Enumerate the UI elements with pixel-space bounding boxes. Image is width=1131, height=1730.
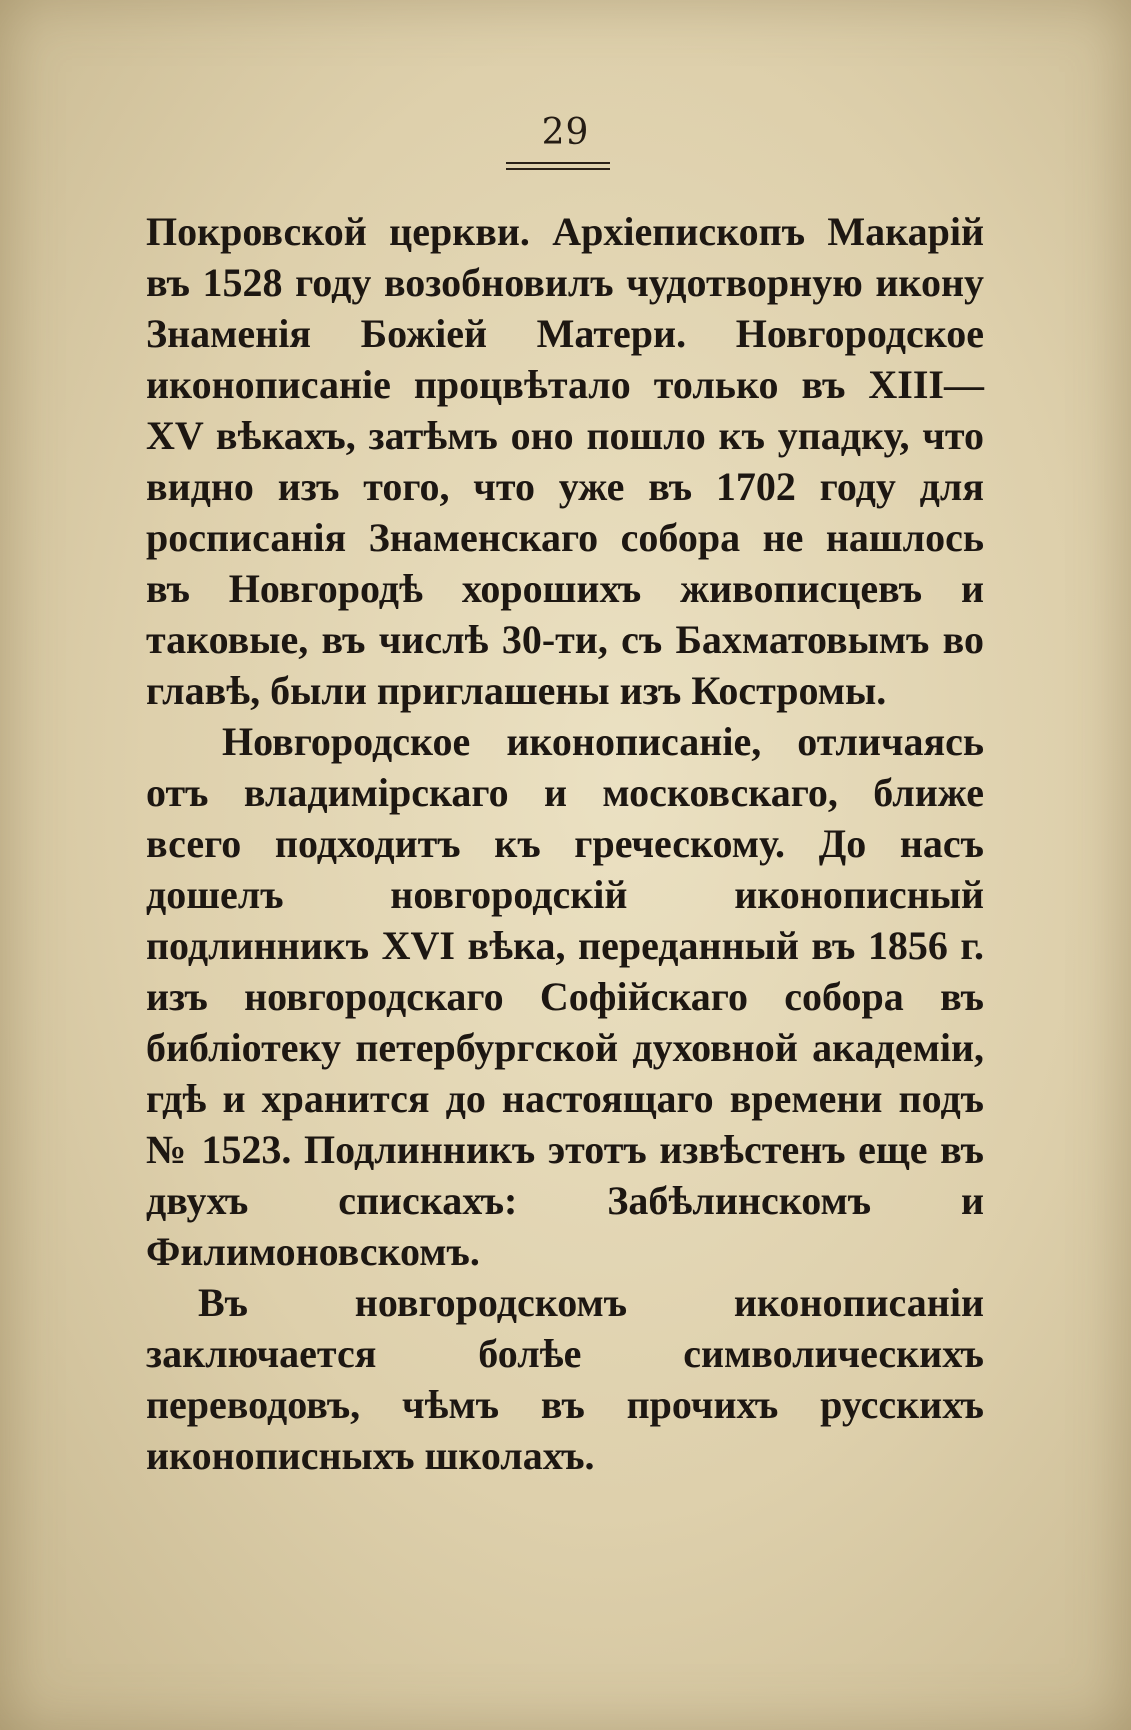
paragraph-3: Въ новгородскомъ иконописаніи заключается болѣе символическихъ переводовъ, чѣмъ въ прочихъ русскихъ иконописныхъ школахъ.: [146, 1280, 984, 1478]
header-rule-bottom: [506, 168, 610, 170]
body-text: [146, 206, 984, 1481]
page-number: 29: [541, 112, 590, 153]
header-rule-top: [506, 162, 610, 164]
paragraph-1: Покровской церкви. Архіепископъ Макарій въ 1528 году возобновилъ чудотворную икону Знаменія Божіей Матери. Новгородское иконописаніе процвѣтало только въ XIII—XV вѣкахъ, затѣмъ оно пошло къ упадку, что видно изъ того, что уже въ 1702 году для росписанія Знаменскаго собора не нашлось въ Новгородѣ хорошихъ живописцевъ и таковые, въ числѣ 30-ти, съ Бахматовымъ во главѣ, были приглашены изъ Костромы.: [146, 209, 984, 713]
paragraph-2: Новгородское иконописаніе, отличаясь отъ владимірскаго и московскаго, ближе всего подходитъ къ греческому. До насъ дошелъ новгородскій иконописный подлинникъ XVI вѣка, переданный въ 1856 г. изъ новгородскаго Софійскаго собора въ библіотеку петербургской духовной академіи, гдѣ и хранится до настоящаго времени подъ № 1523. Подлинникъ этотъ извѣстенъ еще въ двухъ спискахъ: Забѣлинскомъ и Филимоновскомъ.: [146, 719, 984, 1274]
